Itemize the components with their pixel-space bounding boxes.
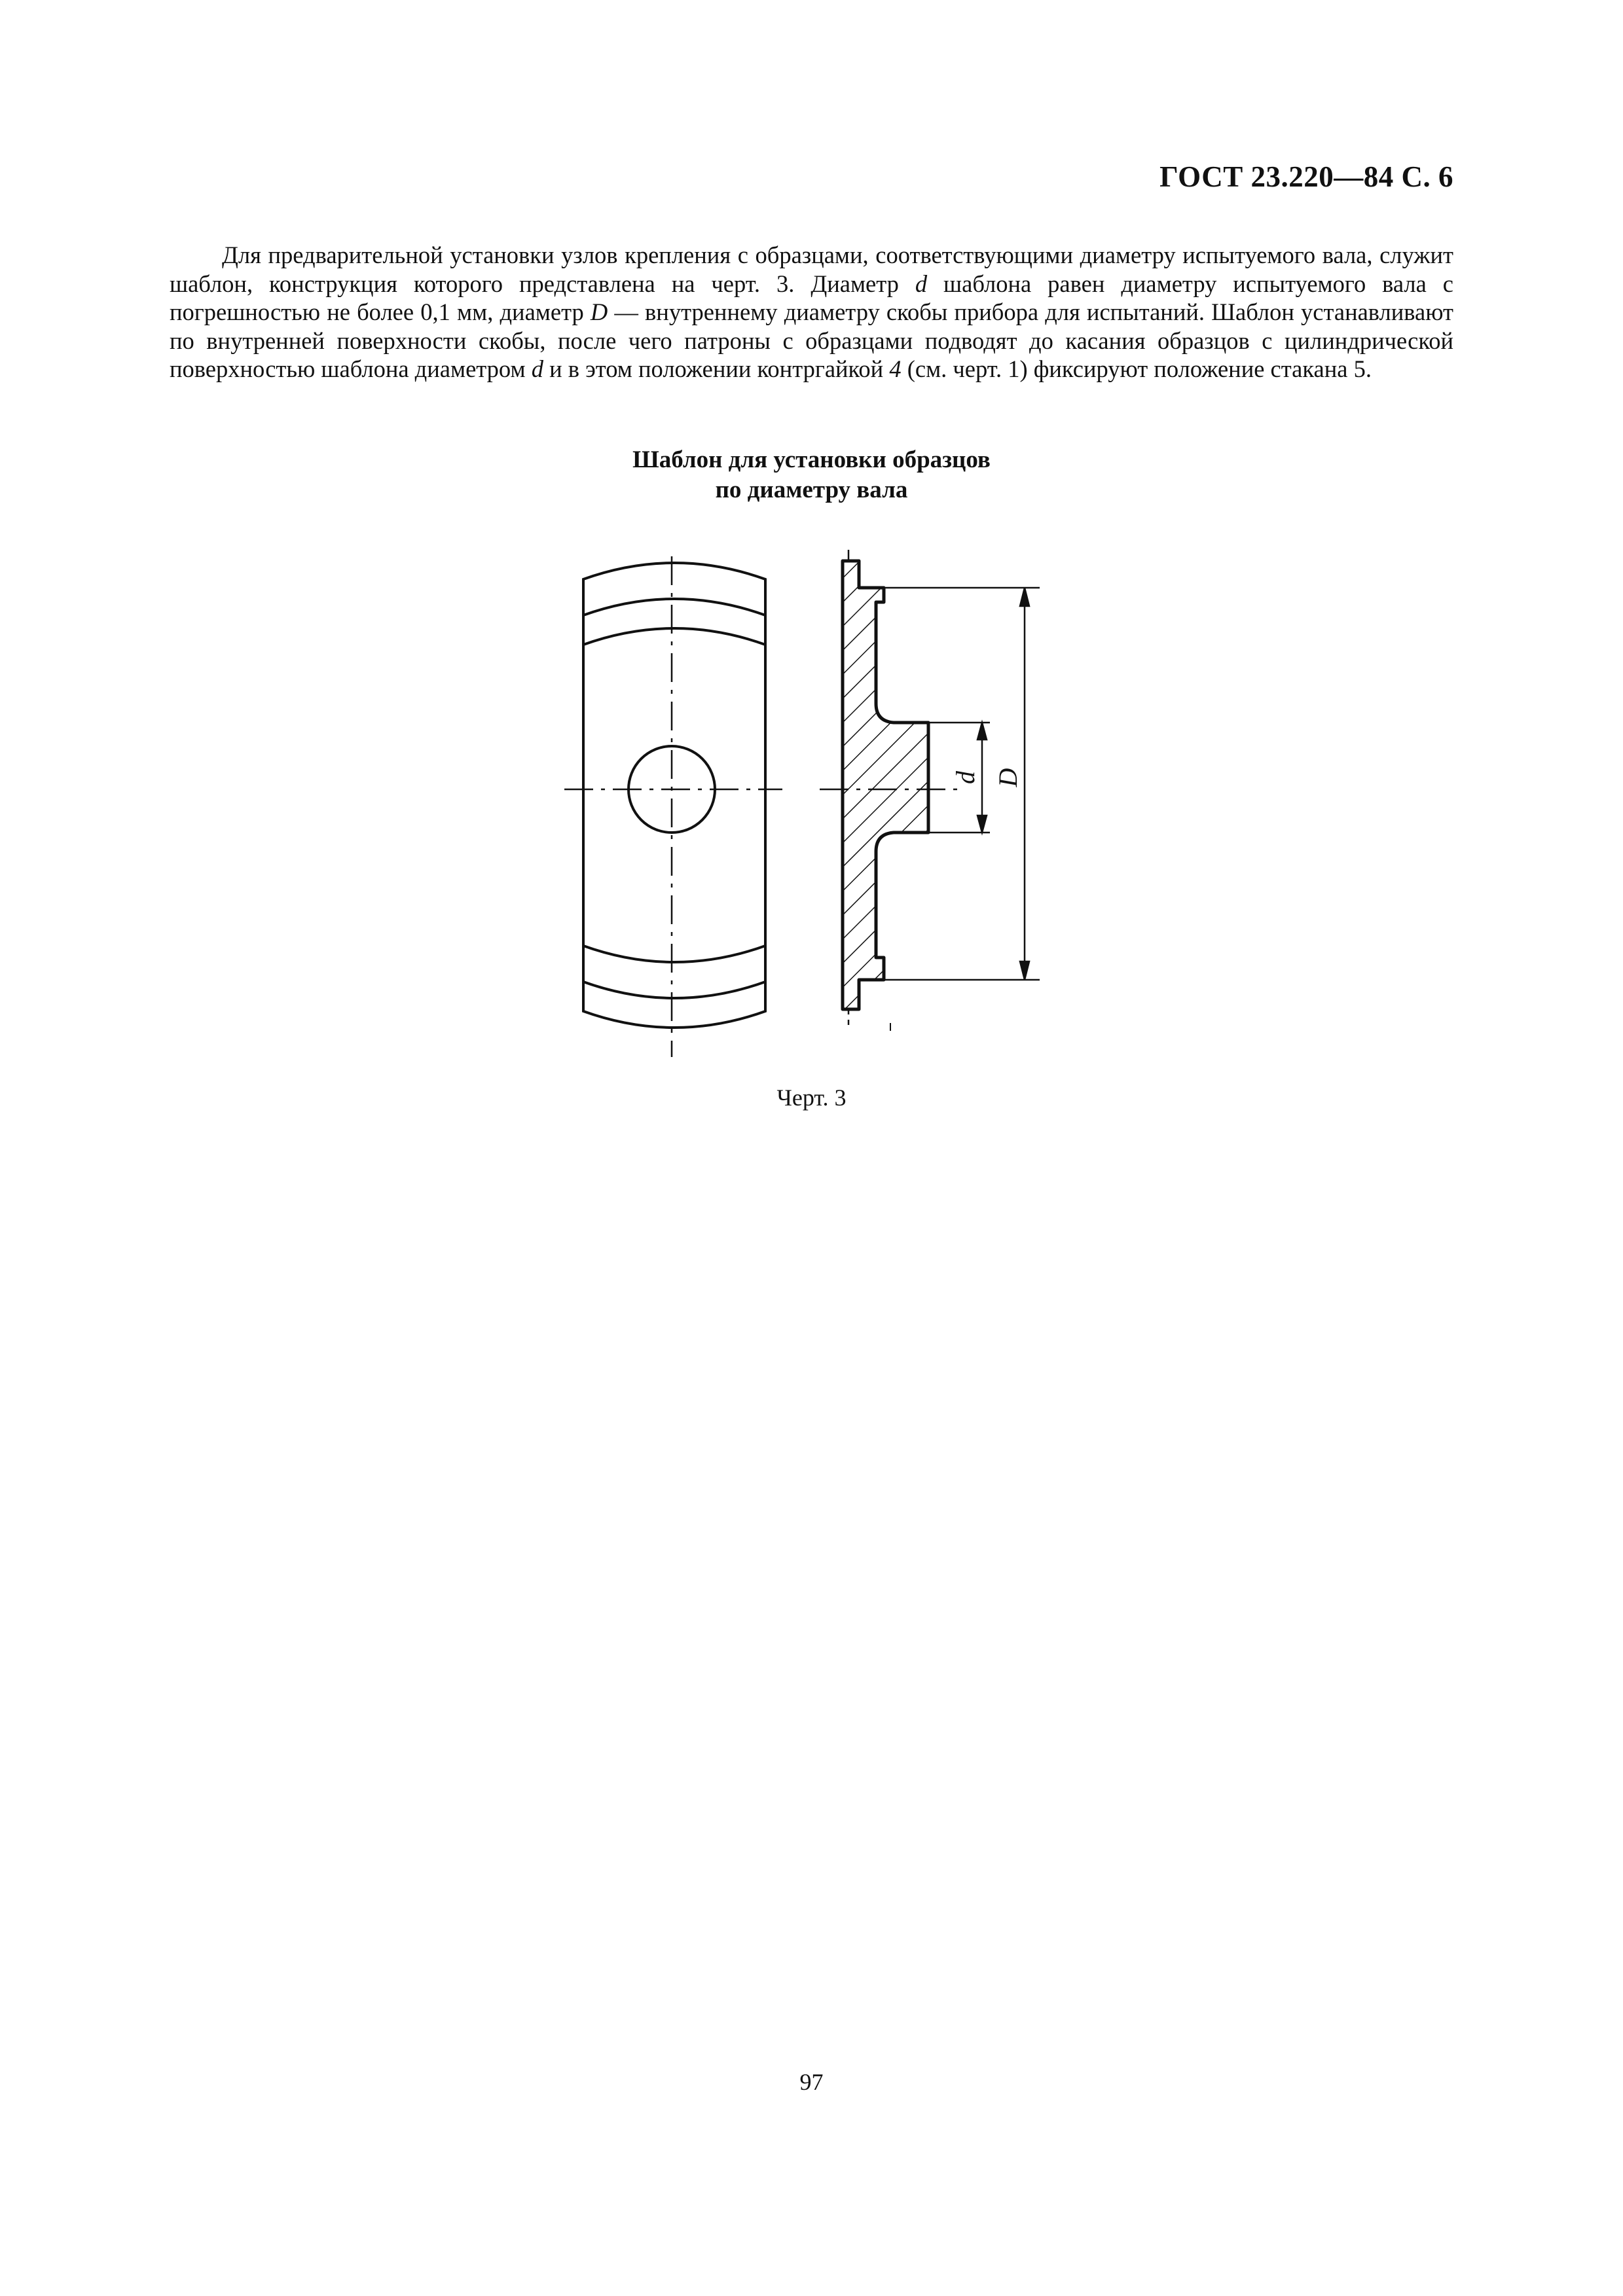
document-header: ГОСТ 23.220—84 С. 6 xyxy=(1159,160,1453,193)
front-top-arc-1 xyxy=(583,599,765,615)
paragraph-text-3: — внутреннему диаметру скобы прибора для испытаний. Шаблон устанавливают по внутренней поверхности скобы, после чего патроны с образцами подводят до касания образцов с цилиндрической поверхностью шаблона диаметром xyxy=(170,298,1453,382)
figure-caption: Черт. 3 xyxy=(776,1085,847,1111)
template-front-view xyxy=(583,563,765,1028)
symbol-d: d xyxy=(915,270,928,297)
front-top-arc-2 xyxy=(583,628,765,645)
paragraph-text-4: и в этом положении контргайкой xyxy=(543,355,890,382)
front-centerlines xyxy=(564,556,782,1057)
symbol-D: D xyxy=(590,298,608,325)
paragraph-text-5: (см. черт. 1) фиксируют положение стакана 5. xyxy=(901,355,1372,382)
front-outline xyxy=(583,563,765,1028)
dimension-D-label: D xyxy=(993,768,1023,787)
figure-title-line-1: Шаблон для установки образцов xyxy=(632,446,991,473)
paragraph-text-2: шаблона равен диаметру испытуемого вала с погрешностью не более 0,1 мм, диаметр xyxy=(170,270,1453,325)
front-bottom-arc-1 xyxy=(583,946,765,962)
section-hatched-profile xyxy=(843,561,928,1009)
dimension-d-label: d xyxy=(951,771,980,784)
item-number-4: 4 xyxy=(889,355,902,382)
front-bottom-arc-2 xyxy=(583,982,765,998)
paragraph-text-1: Для предварительной установки узлов крепления с образцами, соответствующими диаметру испытуемого вала, служит шаблон, конструкция которого представлена на черт. 3. Диаметр xyxy=(170,242,1453,297)
symbol-d-second: d xyxy=(531,355,543,382)
technical-drawing xyxy=(0,0,1623,1080)
page-number: 97 xyxy=(799,2069,824,2095)
figure-title-line-2: по диаметру вала xyxy=(715,476,908,503)
